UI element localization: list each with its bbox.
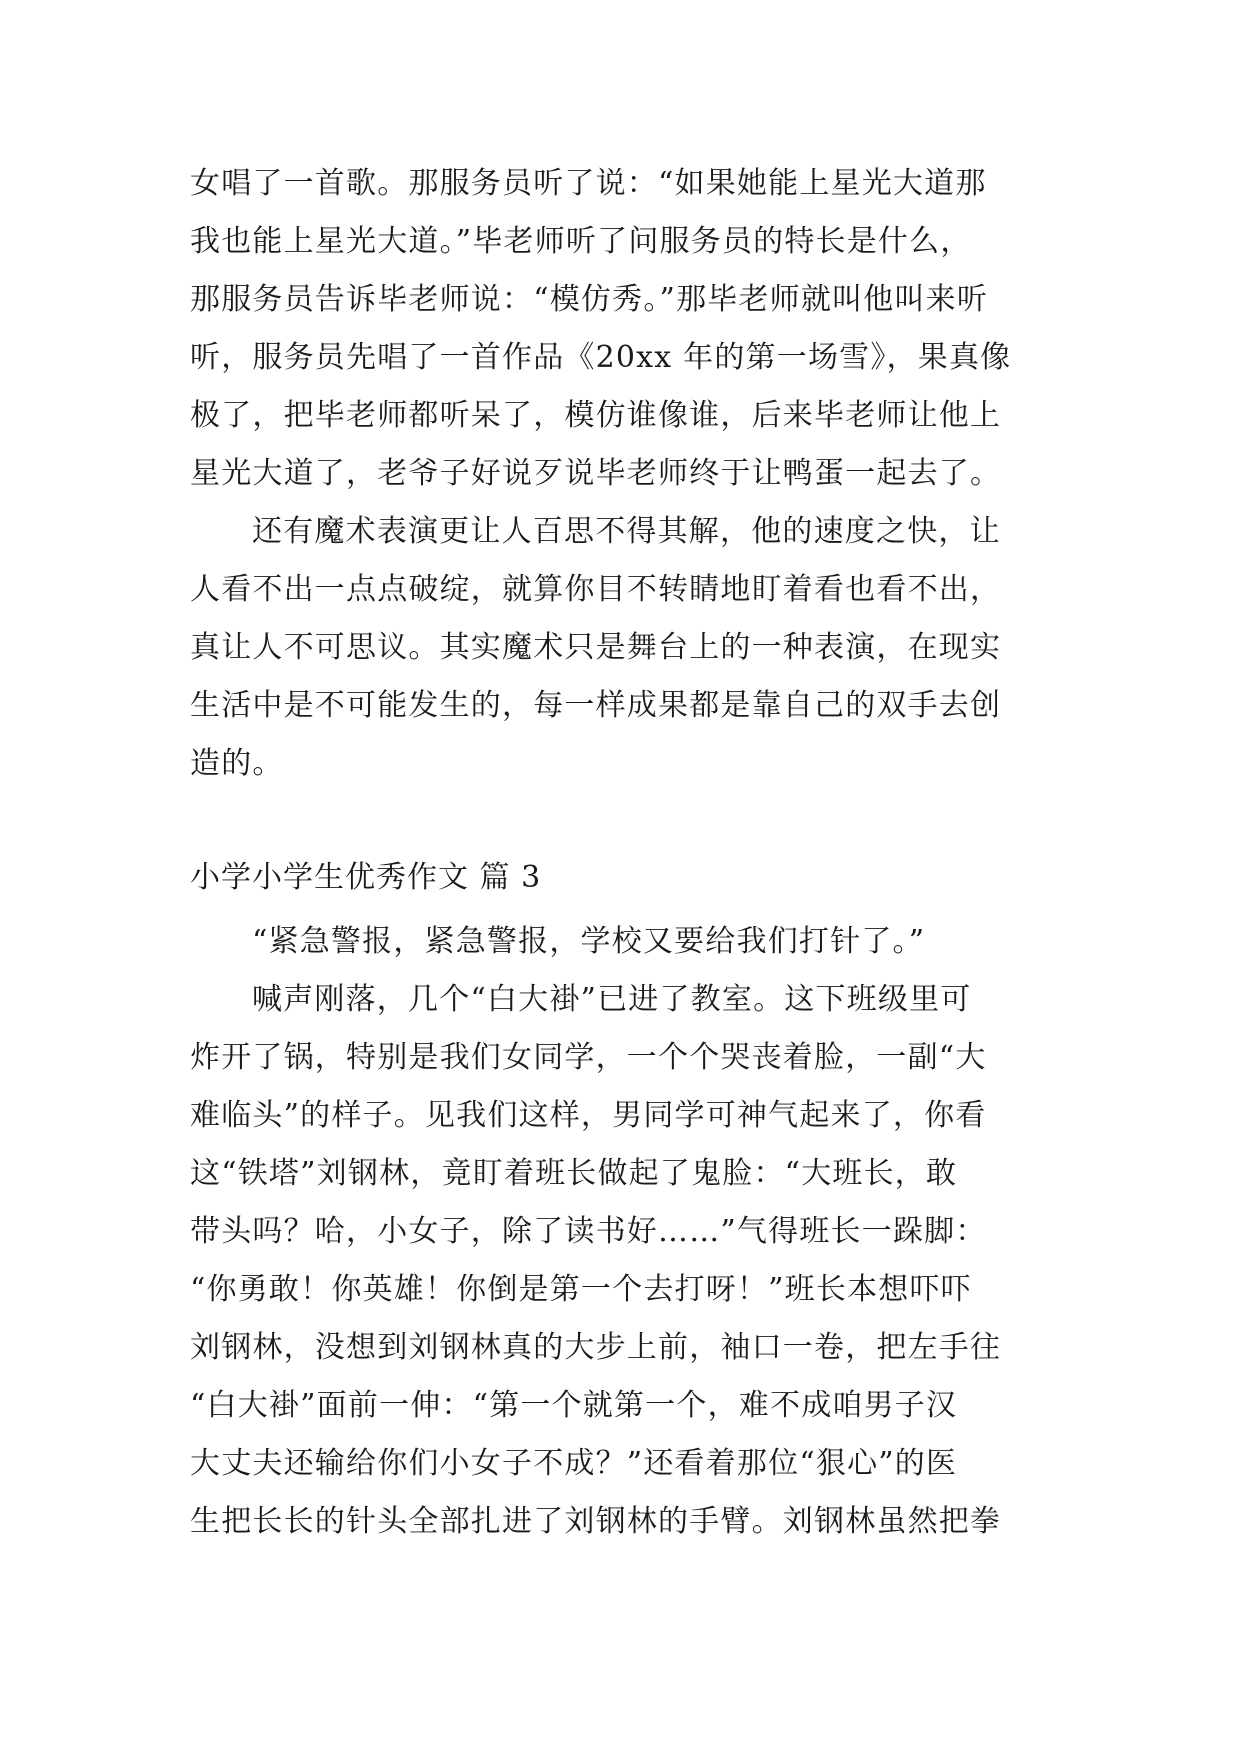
text-line: 造的。 <box>190 746 284 781</box>
text-line: 刘钢林，没想到刘钢林真的大步上前，袖口一卷，把左手往 <box>190 1330 1002 1365</box>
text-line: 真让人不可思议。其实魔术只是舞台上的一种表演，在现实 <box>190 630 1002 665</box>
text-line: 带头吗？哈，小女子，除了读书好……”气得班长一跺脚： <box>190 1214 987 1249</box>
text-line: 生活中是不可能发生的，每一样成果都是靠自己的双手去创 <box>190 688 1002 723</box>
text-line: 听，服务员先唱了一首作品《20xx 年的第一场雪》，果真像 <box>190 340 1012 375</box>
text-line: 我也能上星光大道。”毕老师听了问服务员的特长是什么， <box>190 224 972 259</box>
text-line: 极了，把毕老师都听呆了，模仿谁像谁，后来毕老师让他上 <box>190 398 1002 433</box>
text-line: “紧急警报，紧急警报，学校又要给我们打针了。” <box>252 924 926 959</box>
text-line: 大丈夫还输给你们小女子不成？”还看着那位“狠心”的医 <box>190 1446 958 1481</box>
text-line: 还有魔术表演更让人百思不得其解，他的速度之快，让 <box>252 514 1001 549</box>
text-line: 生把长长的针头全部扎进了刘钢林的手臂。刘钢林虽然把拳 <box>190 1504 1002 1539</box>
text-line: 那服务员告诉毕老师说：“模仿秀。”那毕老师就叫他叫来听 <box>190 282 989 317</box>
text-line: “白大褂”面前一伸：“第一个就第一个，难不成咱男子汉 <box>190 1388 958 1423</box>
text-line: “你勇敢！你英雄！你倒是第一个去打呀！”班长本想吓吓 <box>190 1272 972 1307</box>
text-line: 这“铁塔”刘钢林，竟盯着班长做起了鬼脸：“大班长，敢 <box>190 1156 958 1191</box>
text-line: 喊声刚落，几个“白大褂”已进了教室。这下班级里可 <box>252 982 972 1017</box>
text-line: 人看不出一点点破绽，就算你目不转睛地盯着看也看不出， <box>190 572 1002 607</box>
text-line: 难临头”的样子。见我们这样，男同学可神气起来了，你看 <box>190 1098 987 1133</box>
text-line: 炸开了锅，特别是我们女同学，一个个哭丧着脸，一副“大 <box>190 1040 987 1075</box>
text-line: 星光大道了，老爷子好说歹说毕老师终于让鸭蛋一起去了。 <box>190 456 1002 491</box>
text-line: 女唱了一首歌。那服务员听了说：“如果她能上星光大道那 <box>190 166 987 201</box>
section-heading: 小学小学生优秀作文 篇 3 <box>190 860 542 895</box>
